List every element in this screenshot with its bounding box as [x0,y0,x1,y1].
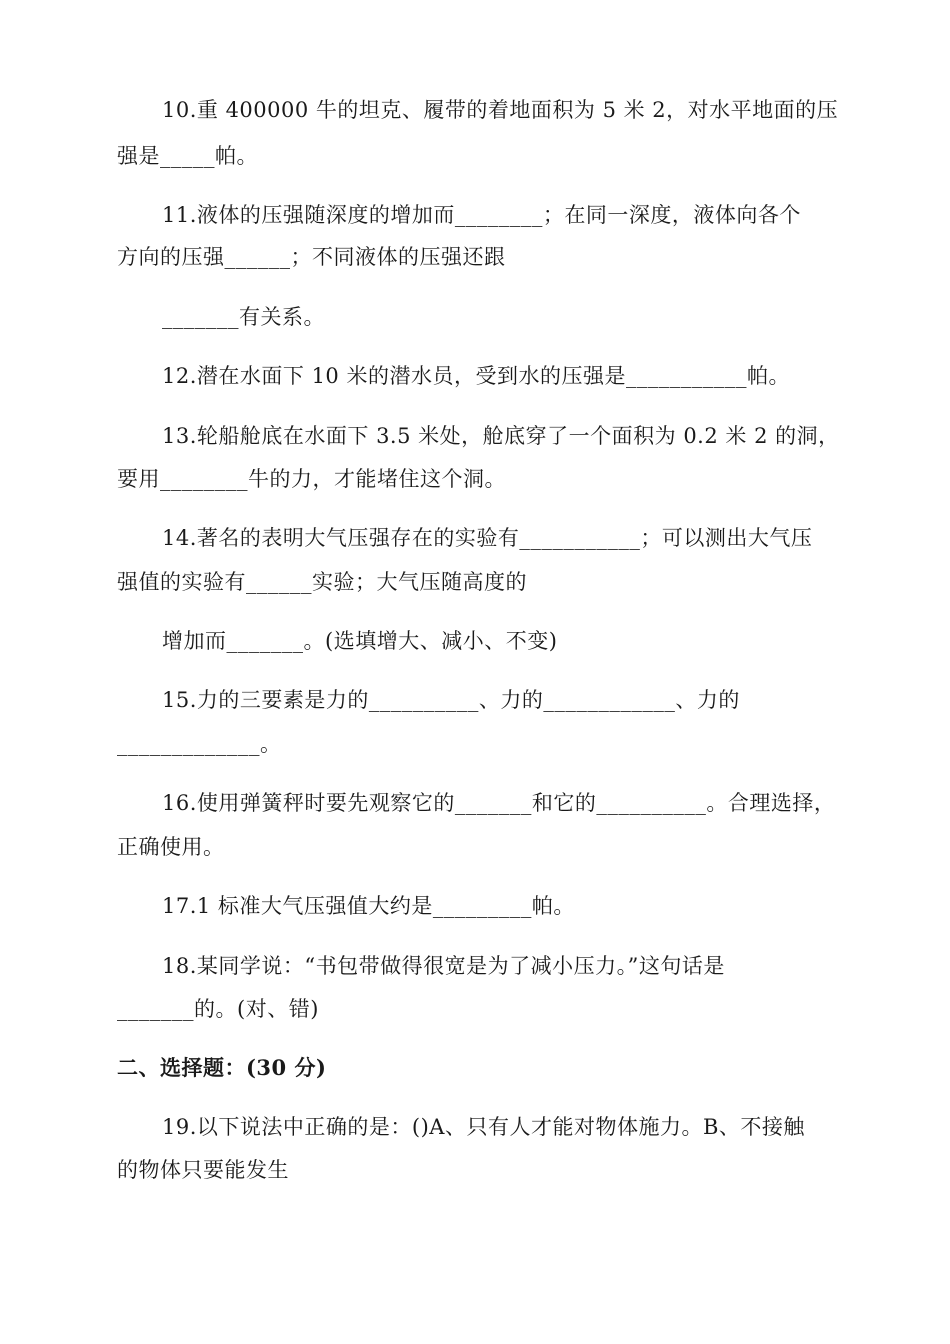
q19-line1: 19.以下说法中正确的是：()A、只有人才能对物体施力。B、不接触 [162,1115,805,1139]
q16-line2: 正确使用。 [117,835,225,859]
q14-line2: 强值的实验有______实验；大气压随高度的 [117,570,527,594]
section-heading: 二、选择题：(30 分) [117,1055,327,1080]
q15-line2: _____________。 [117,732,282,756]
q10-line2: 强是_____帕。 [117,144,258,168]
q18-line2: _______的。(对、错) [117,997,319,1021]
q16-line1: 16.使用弹簧秤时要先观察它的_______和它的__________。合理选择， [162,791,836,815]
q17-line1: 17.1 标准大气压强值大约是_________帕。 [162,894,575,918]
q14-line3: 增加而_______。(选填增大、减小、不变) [162,629,558,653]
q11-line1: 11.液体的压强随深度的增加而________；在同一深度，液体向各个 [162,203,801,227]
q18-line1: 18.某同学说：“书包带做得很宽是为了减小压力。”这句话是 [162,954,725,978]
q11-line3: _______有关系。 [162,305,325,329]
q10-line1: 10.重 400000 牛的坦克、履带的着地面积为 5 米 2，对水平地面的压 [162,98,839,122]
q19-line2: 的物体只要能发生 [117,1158,289,1182]
q14-line1: 14.著名的表明大气压强存在的实验有___________；可以测出大气压 [162,526,813,550]
q11-line2: 方向的压强______；不同液体的压强还跟 [117,245,506,269]
q15-line1: 15.力的三要素是力的__________、力的____________、力的 [162,688,740,712]
q13-line1: 13.轮船舱底在水面下 3.5 米处，舱底穿了一个面积为 0.2 米 2 的洞， [162,424,840,448]
q12-line1: 12.潜在水面下 10 米的潜水员，受到水的压强是___________帕。 [162,364,790,388]
q13-line2: 要用________牛的力，才能堵住这个洞。 [117,467,506,491]
